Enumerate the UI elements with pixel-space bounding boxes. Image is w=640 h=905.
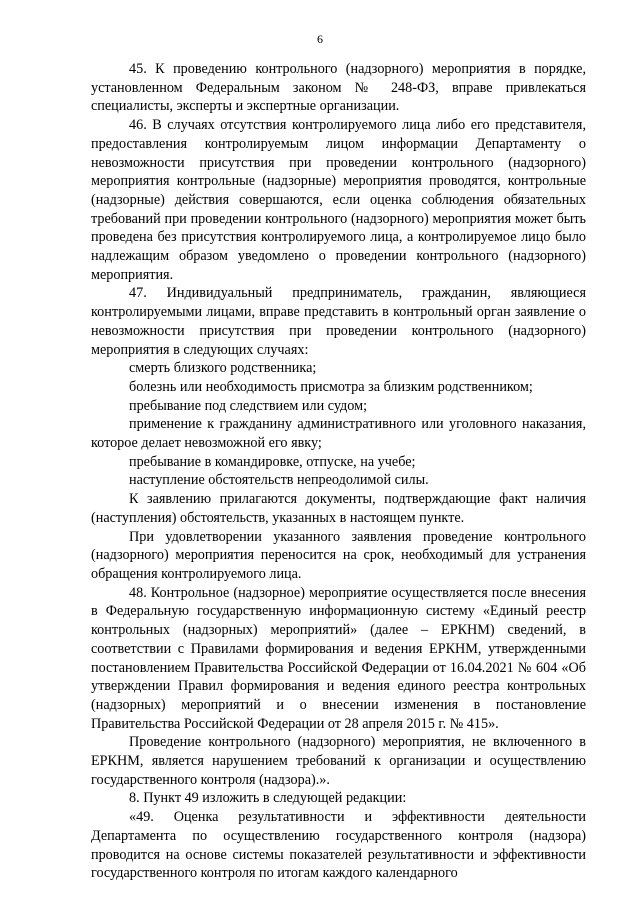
paragraph-attachments: К заявлению прилагаются документы, подтверждающие факт наличия (наступления) обстоятельств, указанных в настоящем пункте. [91, 491, 586, 526]
paragraph-47: 47. Индивидуальный предприниматель, гражданин, являющиеся контролируемыми лицами, вправе представить в контрольный орган заявление о невозможности присутствия при проведении контрольного (надзорного) мероприятия в следующих случаях: [91, 285, 586, 358]
list-item: наступление обстоятельств непреодолимой силы. [129, 472, 429, 489]
list-item: болезнь или необходимость присмотра за близким родственником; [129, 378, 533, 395]
paragraph-postponement: При удовлетворении указанного заявления проведение контрольного (надзорного) мероприятия переносится на срок, необходимый для устранения обращения контролируемого лица. [91, 528, 586, 582]
paragraph-46: 46. В случаях отсутствия контролируемого лица либо его представителя, предоставления контролируемым лицом информации Департаменту о невозможности присутствия при проведении контрольного (надзорного) мероприятия контрольные (надзорные) мероприятия проводятся, контрольные (надзорные) действия совершаются, если оценка соблюдения обязательных требований при проведении контрольного (надзорного) мероприятия может быть проведена без присутствия контролируемого лица, а контролируемое лицо было надлежащим образом уведомлено о проведении контрольного (надзорного) мероприятия. [91, 117, 586, 283]
paragraph-erknm-violation: Проведение контрольного (надзорного) мероприятия, не включенного в ЕРКНМ, является нарушением требований к организации и осуществлению государственного контроля (надзора).». [91, 734, 586, 788]
list-item: пребывание в командировке, отпуске, на учебе; [129, 453, 416, 470]
list-item: пребывание под следствием или судом; [129, 397, 368, 414]
list-item: применение к гражданину административного или уголовного наказания, которое делает невозможной его явку; [91, 416, 586, 452]
document-body [91, 60, 586, 883]
page-number: 6 [317, 32, 323, 46]
list-item: смерть близкого родственника; [129, 360, 317, 377]
paragraph-45: 45. К проведению контрольного (надзорного) мероприятия в порядке, установленном Федеральным законом № 248-ФЗ, вправе привлекаться специалисты, эксперты и экспертные организации. [91, 61, 586, 115]
paragraph-48: 48. Контрольное (надзорное) мероприятие осуществляется после внесения в Федеральную государственную информационную систему «Единый реестр контрольных (надзорных) мероприятий» (далее – ЕРКНМ) сведений, в соответствии с Правилами формирования и ведения ЕРКНМ, утвержденными постановлением Правительства Российской Федерации от 16.04.2021 № 604 «Об утверждении Правил формирования и ведения единого реестра контрольных (надзорных) мероприятий и о внесении изменения в постановление Правительства Российской Федерации от 28 апреля 2015 г. № 415». [91, 584, 586, 732]
paragraph-amendment-8: 8. Пункт 49 изложить в следующей редакции: [129, 790, 407, 807]
paragraph-49: «49. Оценка результативности и эффективности деятельности Департамента по осуществлению государственного контроля (надзора) проводится на основе системы показателей результативности и эффективности государственного контроля по итогам каждого календарного [91, 809, 586, 882]
